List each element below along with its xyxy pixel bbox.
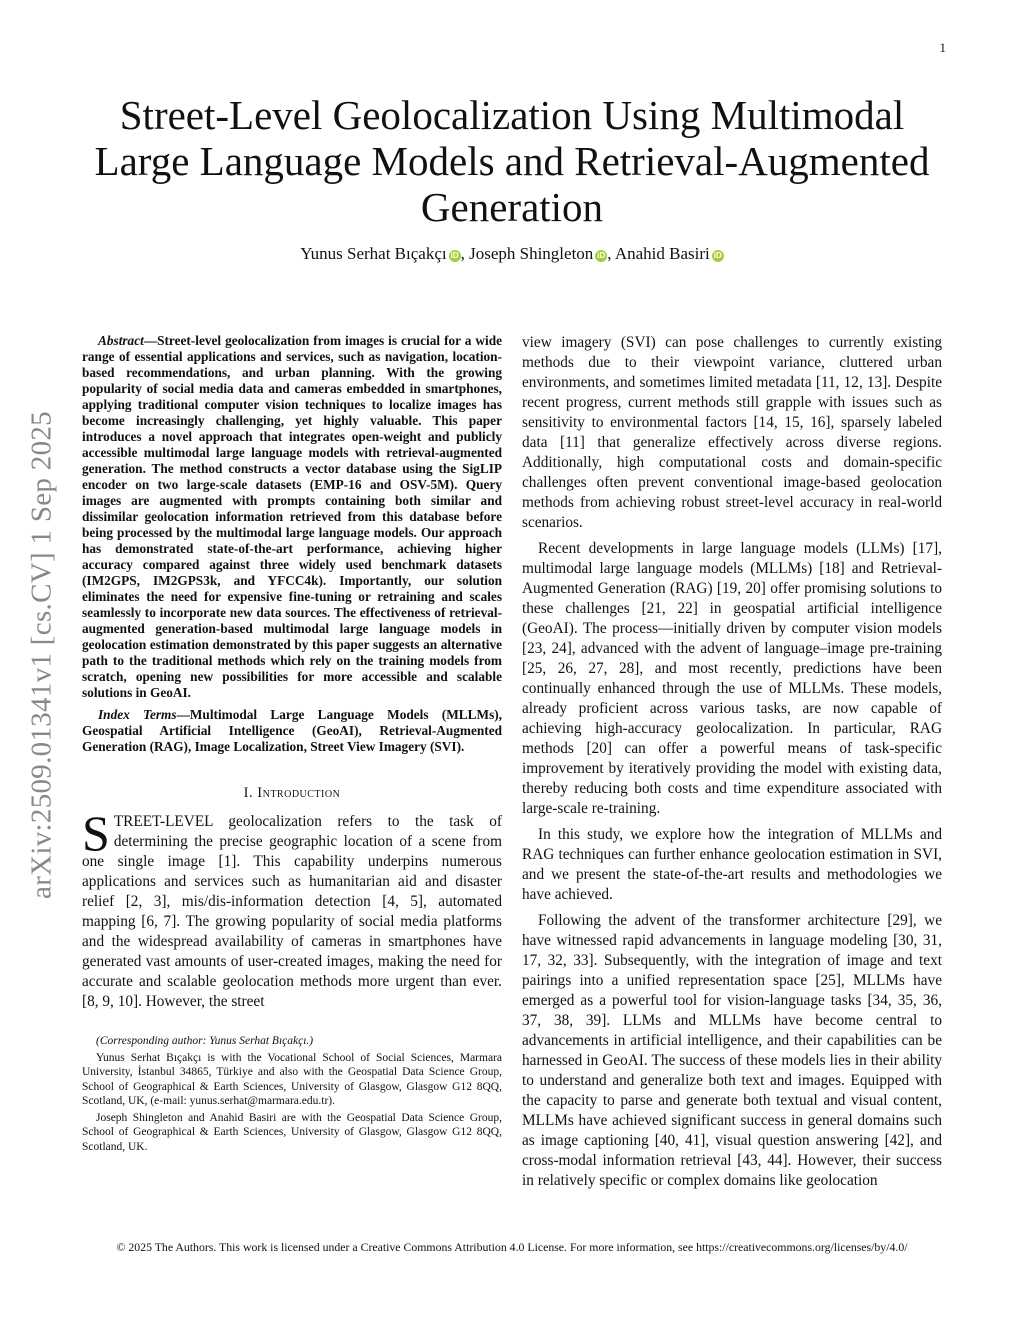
corresponding-author-note: (Corresponding author: Yunus Serhat Bıçakçı.): [96, 1035, 314, 1047]
author-name: Yunus Serhat Bıçakçı: [300, 244, 447, 263]
abstract-dash: —: [143, 333, 158, 348]
body-paragraph: view imagery (SVI) can pose challenges to currently existing methods due to their viewpoint variance, cluttered urban environments, and sometimes limited metadata [11, 12, 13]. Despite recent progress, current methods still grapple with issues such as sensitivity to environmental factors [14, 15, 16], sparsely labeled data [11] that generalize effectively across diverse regions. Additionally, high computational costs and domain-specific challenges often prevent conventional image-based geolocation methods from achieving robust street-level accuracy in real-world scenarios.: [522, 334, 942, 531]
affiliation-note: Yunus Serhat Bıçakçı is with the Vocational School of Social Sciences, Marmara University, İstanbul 34865, Türkiye and also with the Geospatial Data Science Group, School of Geographical & Earth Sciences, University of Glasgow, Glasgow G12 8QQ, Scotland, UK, (e-mail: yunus.serhat@marmara.edu.tr).: [82, 1051, 502, 1107]
orcid-icon[interactable]: iD: [597, 251, 606, 260]
index-terms-label: Index Terms: [98, 707, 177, 722]
body-paragraph: Recent developments in large language models (LLMs) [17], multimodal large language models (MLLMs) [18] and Retrieval-Augmented Generation (RAG) [19, 20] offer promising solutions to these challenges [21, 22] in geospatial artificial intelligence (GeoAI). The process—initially driven by computer vision models [23, 24], advanced with the advent of language–image pre-training [25, 26, 27, 28], and most recently, predictions have been continually enhanced through the use of MLLMs. These models, already proficient across various tasks, are now capable of achieving high-accuracy geolocalization. In particular, RAG methods [20] can offer a powerful means of task-specific improvement by iteratively providing the model with existing data, thereby reducing both costs and time expenditure associated with large-scale re-training.: [522, 540, 942, 817]
orcid-icon[interactable]: iD: [450, 251, 459, 260]
paper-title: Street-Level Geolocalization Using Multimodal Large Language Models and Retrieval-Augmented Generation: [94, 92, 930, 230]
body-paragraph: In this study, we explore how the integration of MLLMs and RAG techniques can further enhance geolocation estimation in SVI, and we present the state-of-the-art results and methodologies we have achieved.: [522, 826, 942, 903]
author-name: Anahid Basiri: [614, 244, 710, 263]
section-numeral: I.: [243, 785, 254, 801]
introduction-text: TREET-LEVEL geolocalization refers to the task of determining the precise geographic location of a scene from one single image [1]. This capability underpins numerous applications and services such as humanitarian aid and disaster relief [2, 3], mis/dis-information detection [4, 5], automated mapping [6, 7]. The growing popularity of social media platforms and the widespread availability of cameras in smartphones have generated vast amounts of user-created images, making the need for accurate and scalable geolocation methods more urgent than ever. [8, 9, 10]. However, the street: [82, 813, 502, 1010]
license-footer: © 2025 The Authors. This work is licensed under a Creative Commons Attribution 4.0 License. For more information, see https://creativecommons.org/licenses/by/4.0/: [116, 1240, 908, 1254]
author-separator: ,: [460, 244, 470, 263]
abstract: [82, 333, 502, 701]
affiliation-note: Joseph Shingleton and Anahid Basiri are with the Geospatial Data Science Group, School of Geographical & Earth Sciences, University of Glasgow, Glasgow G12 8QQ, Scotland, UK.: [82, 1111, 502, 1153]
index-terms-text: Multimodal Large Language Models (MLLMs), Geospatial Artificial Intelligence (GeoAI), Retrieval-Augmented Generation (RAG), Image Localization, Street View Imagery (SVI).: [82, 707, 503, 754]
section-title: Introduction: [257, 785, 341, 801]
section-heading-introduction: [82, 785, 502, 802]
orcid-icon[interactable]: iD: [713, 251, 722, 260]
left-column: [82, 333, 502, 1156]
author-name: Joseph Shingleton: [469, 244, 594, 263]
body-paragraph: Following the advent of the transformer architecture [29], we have witnessed rapid advancements in language modeling [30, 31, 17, 32, 33]. Subsequently, with the integration of image and text pairings into a unified representation space [25], MLLMs have emerged as a powerful tool for vision-language tasks [34, 35, 36, 37, 38, 39]. LLMs and MLLMs have become central to advancements in artificial intelligence, and their capabilities can be harnessed in GeoAI. The success of these models lies in their ability to understand and generalize both text and images. Equipped with the capacity to parse and generate both textual and visual content, MLLMs have achieved significant success in general domains such as image captioning [40, 41], visual question answering [42], and cross-modal information retrieval [43, 44]. However, their success in relatively specific or complex domains like geolocation: [522, 912, 942, 1189]
author-separator: ,: [607, 244, 615, 263]
author-list: [80, 244, 944, 264]
abstract-label: Abstract: [98, 333, 144, 348]
index-terms-dash: —: [176, 707, 190, 722]
footnotes: [82, 1034, 502, 1154]
drop-cap: S: [82, 805, 110, 861]
arxiv-identifier-watermark: arXiv:2509.01341v1 [cs.CV] 1 Sep 2025: [25, 411, 58, 899]
introduction-paragraph: [82, 805, 502, 1012]
index-terms: [82, 707, 502, 755]
right-column: [522, 333, 942, 1191]
page-number: 1: [939, 40, 946, 55]
abstract-text: Street-level geolocalization from images is crucial for a wide range of essential applications and services, such as navigation, location-based recommendations, and urban planning. With the growing popularity of social media data and cameras embedded in smartphones, applying traditional computer vision techniques to localize images has become increasingly challenging, yet highly valuable. This paper introduces a novel approach that integrates open-weight and publicly accessible multimodal large language models with retrieval-augmented generation. The method constructs a vector database using the SigLIP encoder on two large-scale datasets (EMP-16 and OSV-5M). Query images are augmented with prompts containing both similar and dissimilar geolocation information retrieved from this database before being processed by the multimodal large language models. Our approach has demonstrated state-of-the-art performance, achieving higher accuracy compared against three widely used benchmark datasets (IM2GPS, IM2GPS3k, and YFCC4k). Importantly, our solution eliminates the need for expensive fine-tuning or retraining and scales seamlessly to incorporate new data sources. The effectiveness of retrieval-augmented generation-based multimodal large language models in geolocation estimation demonstrated by this paper suggests an alternative path to the traditional methods which rely on the training models from scratch, opening new possibilities for more accessible and scalable solutions in GeoAI.: [82, 333, 502, 700]
